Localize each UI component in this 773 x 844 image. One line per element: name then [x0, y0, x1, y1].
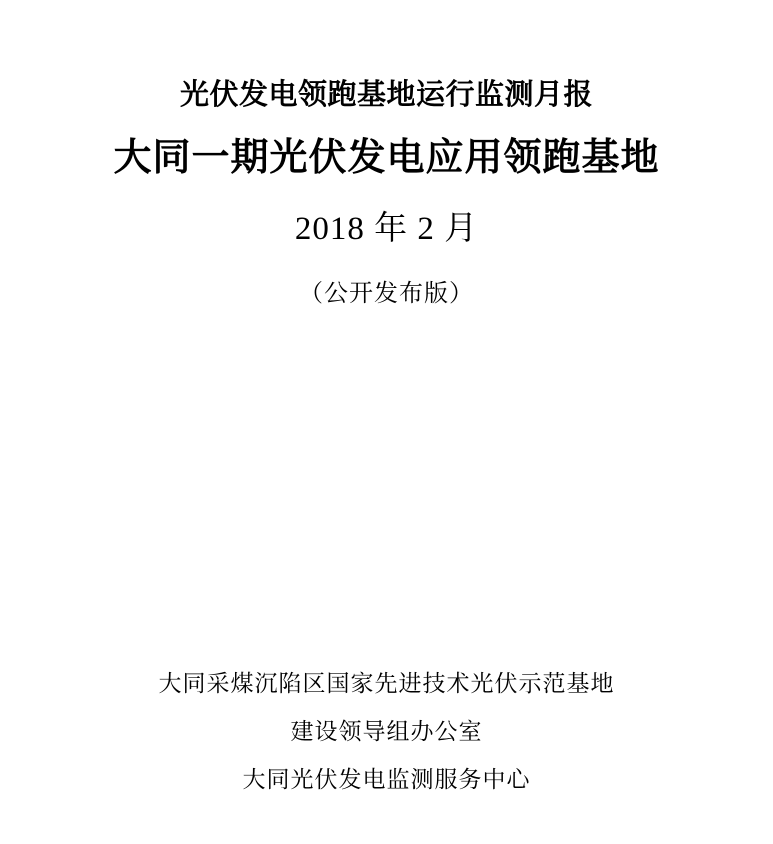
report-period: 2018 年 2 月	[294, 211, 479, 248]
report-series-title: 光伏发电领跑基地运行监测月报	[179, 79, 593, 111]
title-block	[0, 78, 773, 310]
publisher-line-3: 大同光伏发电监测服务中心	[242, 767, 531, 792]
publisher-line-1: 大同采煤沉陷区国家先进技术光伏示范基地	[158, 671, 615, 696]
publisher-line-2: 建设领导组办公室	[290, 719, 483, 744]
publisher-block	[0, 672, 773, 791]
report-edition-note: （公开发布版）	[299, 281, 474, 308]
report-main-title: 大同一期光伏发电应用领跑基地	[113, 136, 660, 179]
